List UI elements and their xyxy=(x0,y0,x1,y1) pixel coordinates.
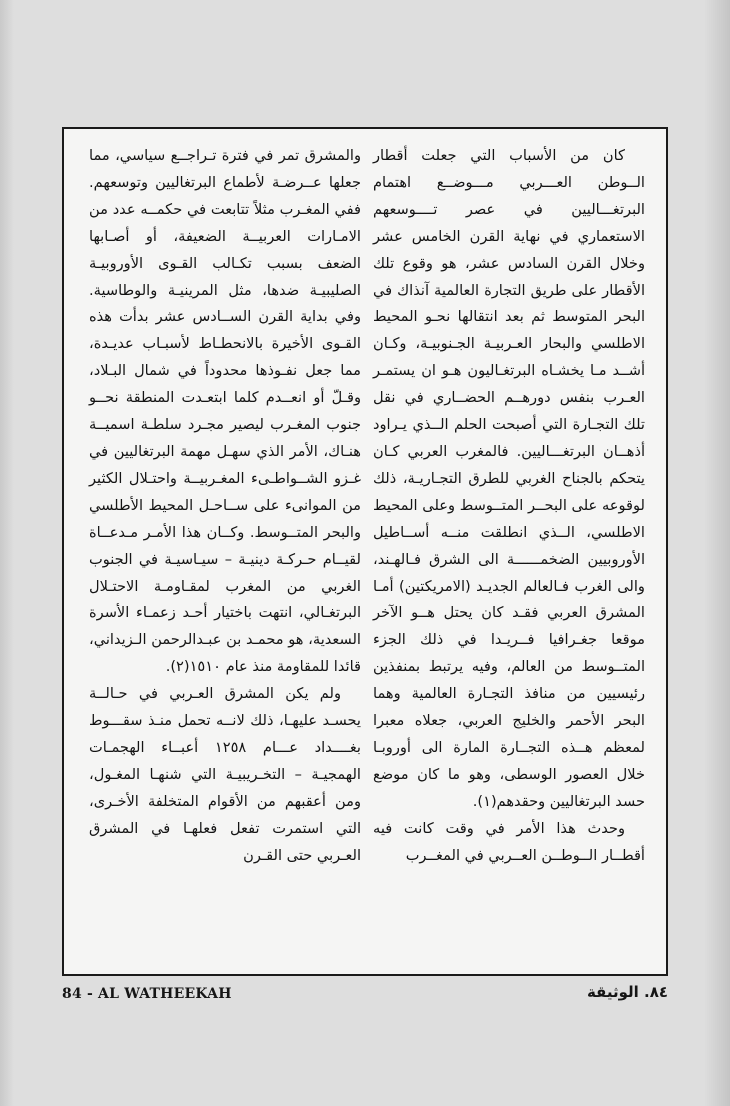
article-frame xyxy=(62,127,668,976)
page-number-arabic: ٨٤. الوثيقة xyxy=(586,983,668,1001)
article-column-right xyxy=(373,143,645,869)
page-number-english: 84 - AL WATHEEKAH xyxy=(62,986,232,1002)
paragraph: والمشرق تمر في فترة تـراجــع سياسي، مما جعلها عــرضـة لأطماع البرتغاليين وتوسعهم. ففي المغـرب مثلاً تتابعت في حكمــه عدد من الامـارات العربيــة الضعيفة، أو أصـابها الضعف بسبب تكـالب القـوى الأوروبيـة الصليبيـة ضدها، مثل المرينيـة والوطاسية. وفي بداية القرن الســادس عشر بدأت هذه القـوى الأخيرة بالانحطـاط لأسبـاب عديـدة، مما جعل نفـوذها محدوداً في شمال البـلاد، وقـلّ أو انعــدم كلما ابتعـدت المنطقة نحــو جنوب المغـرب ليصير مجـرد سلطـة اسميــة هنـاك، الأمر الذي سهـل مهمة البرتغاليين في غـزو الشــواطـىء المغـربيــة واحتـلال الكثير من الموانىء على ســاحـل المحيط الأطلسي والبحر المتــوسط. وكــان هذا الأمـر مـدعــاة لقيــام حـركـة دينيـة – سيـاسيـة في الجنوب الغربي من المغرب لمقـاومـة الاحتـلال البرتغـالي، انتهت باختيار أحـد زعمـاء الأسرة السعدية، هو محمـد بن عبـدالرحمن الـزيداني، قائدا للمقاومة منذ عام ١٥١٠(٢). xyxy=(89,147,361,676)
paragraph: ولم يكن المشرق العـربي في حـالــة يحسـد عليهـا، ذلك لانــه تحمل منـذ سقـــوط بغــــداد عـــام ١٢٥٨ أعبــاء الهجمـات الهمجيـة – التخـريبيـة التي شنهـا المغـول، ومن أعقبهم من الأقوام المتخلفة الأخـرى، التي استمرت تفعل فعلهـا في المشرق العـربي حتى القـرن xyxy=(89,685,361,864)
article-column-left xyxy=(89,143,361,869)
page-shadow-right xyxy=(704,0,730,1106)
page-shadow-left xyxy=(0,0,14,1106)
paragraph: كان من الأسباب التي جعلت أقطار الــوطن العـــربي مـــوضــع اهتمام البرتغـــاليين في عصر تــــوسعهم الاستعماري في نهاية القرن الخامس عشر وخلال القرن السادس عشر، هو وقوع تلك الأقطار على طريق التجارة العالمية آنذاك في البحر المتوسط ثم بعد انتقالها نحـو المحيط الاطلسي والبحار العـربيـة الجـنوبيـة، وكـان أشــد مـا يخشـاه البرتغـاليون هـو ان يستمـر العـرب بنفس دورهــم الحضــاري في نقل تلك التجـارة التي أصبحت الحلم الــذي يـراود أذهــان البرتغـــاليين. فالمغرب العربي كـان يتحكم بالجناح الغربي للطرق التجـاريـة، ذلك لوقوعه على البحــر المتــوسط وعلى المحيط الاطلسي، الــذي انطلقت منــه أســاطيل الأوروبيين الضخمــــــة الى الشرق فـالهـند، والى الغرب فـالعالم الجديـد (الامريكتين) أمـا المشرق العربي فقـد كان يحتل هــو الآخر موقعا جغـرافيا فــريـدا في ذلك الجزء المتــوسط من العالم، وفيه يرتبط بمنفذين رئيسيين من منافذ التجـارة العالمية وهما البحر الأحمر والخليج العربي، جعلاه معبرا لمعظم هــذه التجــارة المارة الى أوروبـا خلال العصور الوسطى، وهو ما كان موضع حسد البرتغاليين وحقدهم(١). xyxy=(373,147,645,810)
paragraph: وحدث هذا الأمر في وقت كانت فيه أقطــار الــوطــن العــربي في المغــرب xyxy=(373,819,645,864)
